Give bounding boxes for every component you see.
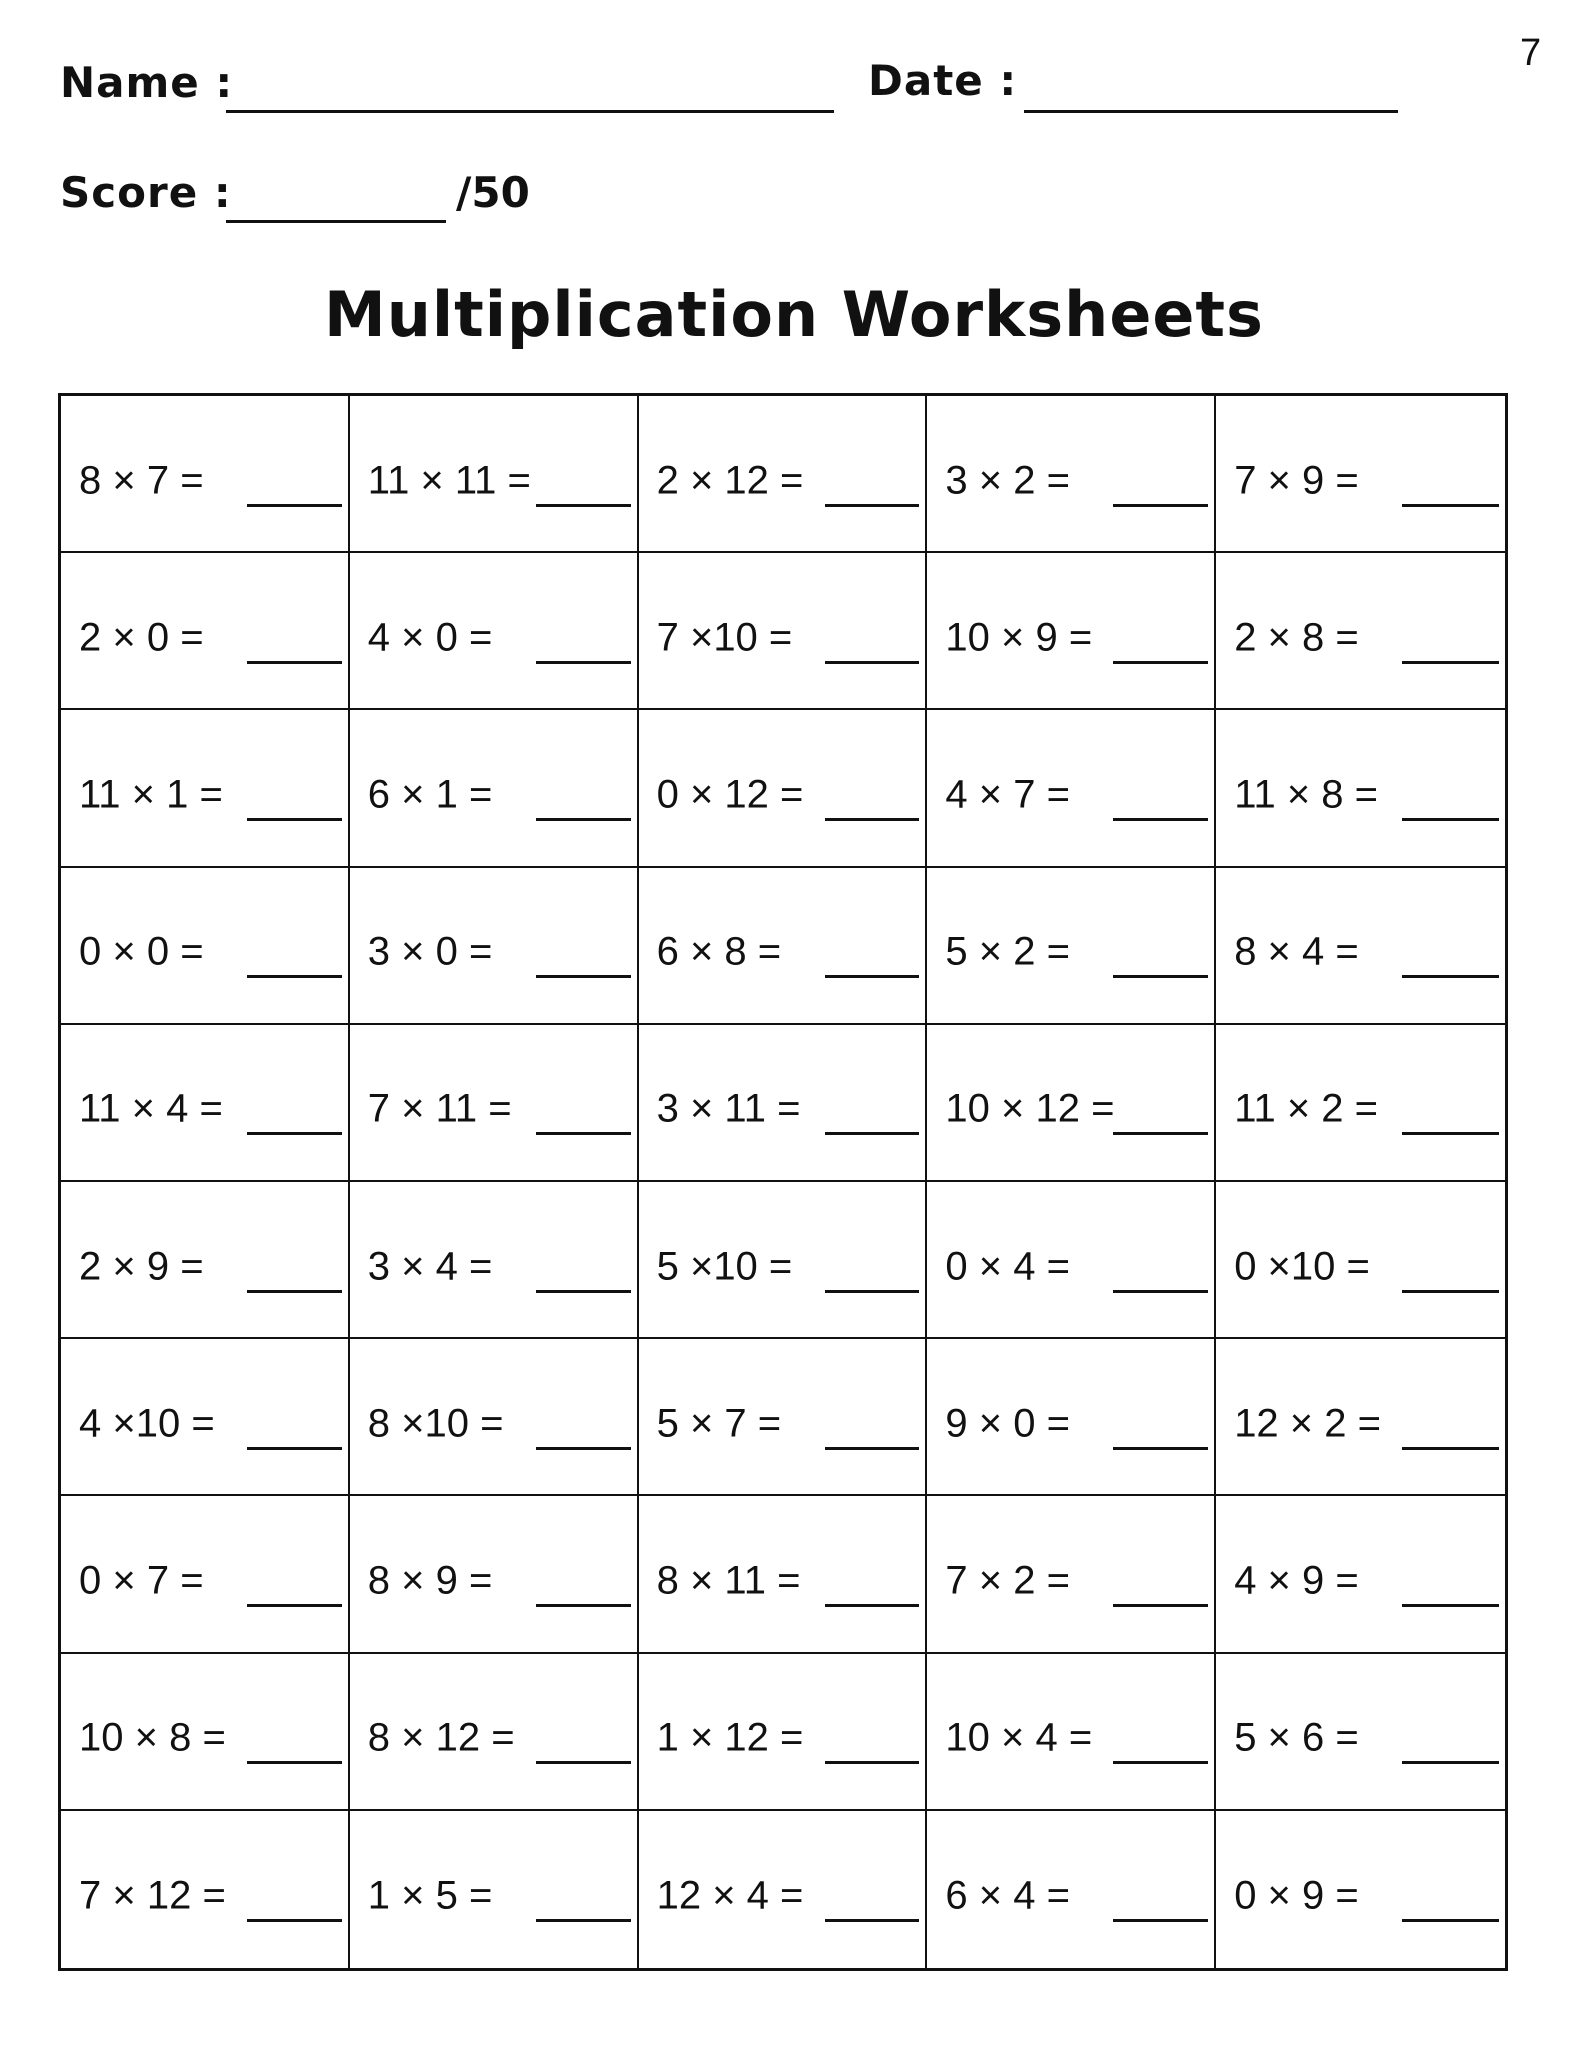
problem-cell: [350, 1339, 639, 1496]
problem-cell: [61, 1339, 350, 1496]
problem-cell: [927, 1811, 1216, 1968]
answer-blank[interactable]: [536, 1761, 631, 1764]
problem-expression: 5 × 7 =: [656, 1401, 782, 1446]
problem-cell: [1216, 1811, 1505, 1968]
answer-blank[interactable]: [1402, 1919, 1499, 1922]
problem-cell: [61, 396, 350, 553]
problem-cell: [639, 1025, 928, 1182]
answer-blank[interactable]: [536, 504, 631, 507]
problem-expression: 7 × 11 =: [367, 1086, 512, 1131]
problem-expression: 0 × 9 =: [1234, 1873, 1359, 1918]
problem-expression: 12 × 2 =: [1234, 1401, 1381, 1446]
problem-expression: 2 × 9 =: [79, 1243, 204, 1288]
problem-expression: 5 × 2 =: [945, 929, 1070, 974]
problem-expression: 6 × 8 =: [656, 929, 782, 974]
answer-blank[interactable]: [825, 1290, 920, 1293]
problem-expression: 6 × 4 =: [945, 1873, 1070, 1918]
problem-cell: [61, 868, 350, 1025]
answer-blank[interactable]: [1402, 818, 1499, 821]
answer-blank[interactable]: [1113, 1604, 1208, 1607]
problem-expression: 0 × 0 =: [79, 929, 204, 974]
date-label: Date :: [868, 56, 1018, 105]
problem-cell: [1216, 1496, 1505, 1653]
problem-cell: [927, 396, 1216, 553]
problem-expression: 8 × 4 =: [1234, 929, 1359, 974]
problem-expression: 7 ×10 =: [656, 615, 793, 660]
problem-expression: 7 × 12 =: [79, 1873, 226, 1918]
problem-cell: [927, 1339, 1216, 1496]
answer-blank[interactable]: [247, 504, 342, 507]
problem-cell: [61, 1182, 350, 1339]
answer-blank[interactable]: [536, 1604, 631, 1607]
answer-blank[interactable]: [1113, 1290, 1208, 1293]
date-field[interactable]: [1024, 110, 1398, 113]
problem-expression: 8 × 12 =: [367, 1715, 515, 1760]
problem-cell: [350, 396, 639, 553]
answer-blank[interactable]: [1113, 1447, 1208, 1450]
problem-cell: [927, 553, 1216, 710]
problem-cell: [350, 1496, 639, 1653]
answer-blank[interactable]: [247, 818, 342, 821]
answer-blank[interactable]: [825, 818, 920, 821]
problem-cell: [1216, 396, 1505, 553]
answer-blank[interactable]: [825, 504, 920, 507]
problem-cell: [1216, 1339, 1505, 1496]
answer-blank[interactable]: [825, 1761, 920, 1764]
name-field[interactable]: [226, 110, 834, 113]
score-total: /50: [456, 168, 530, 217]
problem-cell: [927, 710, 1216, 867]
problem-cell: [927, 868, 1216, 1025]
problem-cell: [639, 1182, 928, 1339]
problem-cell: [927, 1025, 1216, 1182]
problem-cell: [639, 1339, 928, 1496]
answer-blank[interactable]: [1402, 1132, 1499, 1135]
answer-blank[interactable]: [536, 1919, 631, 1922]
problem-cell: [350, 1182, 639, 1339]
answer-blank[interactable]: [1402, 504, 1499, 507]
answer-blank[interactable]: [825, 1919, 920, 1922]
answer-blank[interactable]: [825, 661, 920, 664]
page-title: Multiplication Worksheets: [324, 278, 1264, 351]
problem-cell: [61, 1496, 350, 1653]
problem-cell: [350, 1654, 639, 1811]
problem-cell: [1216, 710, 1505, 867]
problem-grid: [58, 393, 1508, 1971]
answer-blank[interactable]: [536, 975, 631, 978]
problem-expression: 12 × 4 =: [656, 1873, 804, 1918]
answer-blank[interactable]: [1402, 1604, 1499, 1607]
problem-cell: [639, 396, 928, 553]
answer-blank[interactable]: [1402, 1290, 1499, 1293]
answer-blank[interactable]: [1402, 1447, 1499, 1450]
problem-expression: 10 × 12 =: [945, 1086, 1115, 1131]
problem-expression: 8 × 9 =: [367, 1558, 493, 1603]
problem-expression: 8 ×10 =: [367, 1401, 504, 1446]
answer-blank[interactable]: [536, 1290, 631, 1293]
problem-expression: 11 × 4 =: [79, 1086, 223, 1131]
answer-blank[interactable]: [536, 1132, 631, 1135]
answer-blank[interactable]: [1113, 1761, 1208, 1764]
problem-cell: [61, 553, 350, 710]
problem-cell: [927, 1654, 1216, 1811]
problem-expression: 11 × 11 =: [367, 457, 531, 502]
problem-cell: [927, 1496, 1216, 1653]
answer-blank[interactable]: [1113, 1919, 1208, 1922]
problem-expression: 2 × 12 =: [656, 457, 804, 502]
problem-expression: 3 × 4 =: [367, 1243, 493, 1288]
problem-cell: [350, 1811, 639, 1968]
answer-blank[interactable]: [536, 1447, 631, 1450]
problem-expression: 2 × 0 =: [79, 615, 204, 660]
problem-expression: 10 × 4 =: [945, 1715, 1093, 1760]
answer-blank[interactable]: [247, 1447, 342, 1450]
problem-expression: 9 × 0 =: [945, 1401, 1070, 1446]
answer-blank[interactable]: [1113, 504, 1208, 507]
problem-cell: [639, 1654, 928, 1811]
answer-blank[interactable]: [247, 661, 342, 664]
problem-cell: [350, 710, 639, 867]
problem-cell: [639, 553, 928, 710]
problem-expression: 0 ×10 =: [1234, 1243, 1370, 1288]
answer-blank[interactable]: [1402, 975, 1499, 978]
answer-blank[interactable]: [536, 818, 631, 821]
answer-blank[interactable]: [1113, 818, 1208, 821]
problem-expression: 6 × 1 =: [367, 772, 493, 817]
problem-expression: 1 × 12 =: [656, 1715, 804, 1760]
problem-cell: [1216, 868, 1505, 1025]
answer-blank[interactable]: [247, 975, 342, 978]
problem-expression: 4 ×10 =: [79, 1401, 215, 1446]
answer-blank[interactable]: [825, 1447, 920, 1450]
answer-blank[interactable]: [825, 1132, 920, 1135]
problem-cell: [1216, 1182, 1505, 1339]
answer-blank[interactable]: [1402, 661, 1499, 664]
problem-expression: 0 × 12 =: [656, 772, 804, 817]
answer-blank[interactable]: [247, 1919, 342, 1922]
score-label: Score :: [60, 168, 232, 217]
problem-cell: [1216, 553, 1505, 710]
problem-expression: 11 × 8 =: [1234, 772, 1379, 817]
problem-cell: [639, 1496, 928, 1653]
answer-blank[interactable]: [1113, 661, 1208, 664]
problem-expression: 3 × 0 =: [367, 929, 493, 974]
problem-expression: 8 × 11 =: [656, 1558, 801, 1603]
problem-expression: 3 × 11 =: [656, 1086, 801, 1131]
answer-blank[interactable]: [247, 1290, 342, 1293]
problem-expression: 10 × 8 =: [79, 1715, 226, 1760]
problem-cell: [639, 710, 928, 867]
problem-expression: 7 × 2 =: [945, 1558, 1070, 1603]
problem-cell: [1216, 1025, 1505, 1182]
answer-blank[interactable]: [825, 975, 920, 978]
answer-blank[interactable]: [536, 661, 631, 664]
name-label: Name :: [60, 58, 234, 107]
problem-expression: 3 × 2 =: [945, 457, 1070, 502]
answer-blank[interactable]: [1113, 1132, 1208, 1135]
problem-expression: 2 × 8 =: [1234, 615, 1359, 660]
problem-cell: [927, 1182, 1216, 1339]
answer-blank[interactable]: [247, 1604, 342, 1607]
problem-expression: 11 × 1 =: [79, 772, 223, 817]
problem-expression: 4 × 0 =: [367, 615, 493, 660]
problem-expression: 7 × 9 =: [1234, 457, 1359, 502]
problem-cell: [61, 1025, 350, 1182]
answer-blank[interactable]: [825, 1604, 920, 1607]
problem-cell: [639, 1811, 928, 1968]
problem-cell: [350, 868, 639, 1025]
problem-expression: 8 × 7 =: [79, 457, 204, 502]
problem-expression: 1 × 5 =: [367, 1873, 493, 1918]
problem-cell: [1216, 1654, 1505, 1811]
answer-blank[interactable]: [1402, 1761, 1499, 1764]
problem-expression: 0 × 7 =: [79, 1558, 204, 1603]
problem-cell: [61, 1811, 350, 1968]
problem-expression: 4 × 9 =: [1234, 1558, 1359, 1603]
problem-cell: [350, 1025, 639, 1182]
problem-expression: 5 × 6 =: [1234, 1715, 1359, 1760]
problem-expression: 0 × 4 =: [945, 1243, 1070, 1288]
problem-expression: 5 ×10 =: [656, 1243, 793, 1288]
answer-blank[interactable]: [1113, 975, 1208, 978]
problem-expression: 11 × 2 =: [1234, 1086, 1379, 1131]
score-field[interactable]: [226, 220, 446, 223]
answer-blank[interactable]: [247, 1132, 342, 1135]
answer-blank[interactable]: [247, 1761, 342, 1764]
problem-expression: 10 × 9 =: [945, 615, 1093, 660]
problem-expression: 4 × 7 =: [945, 772, 1070, 817]
problem-cell: [639, 868, 928, 1025]
problem-cell: [61, 1654, 350, 1811]
page-number: 7: [1520, 32, 1542, 74]
problem-cell: [350, 553, 639, 710]
problem-cell: [61, 710, 350, 867]
